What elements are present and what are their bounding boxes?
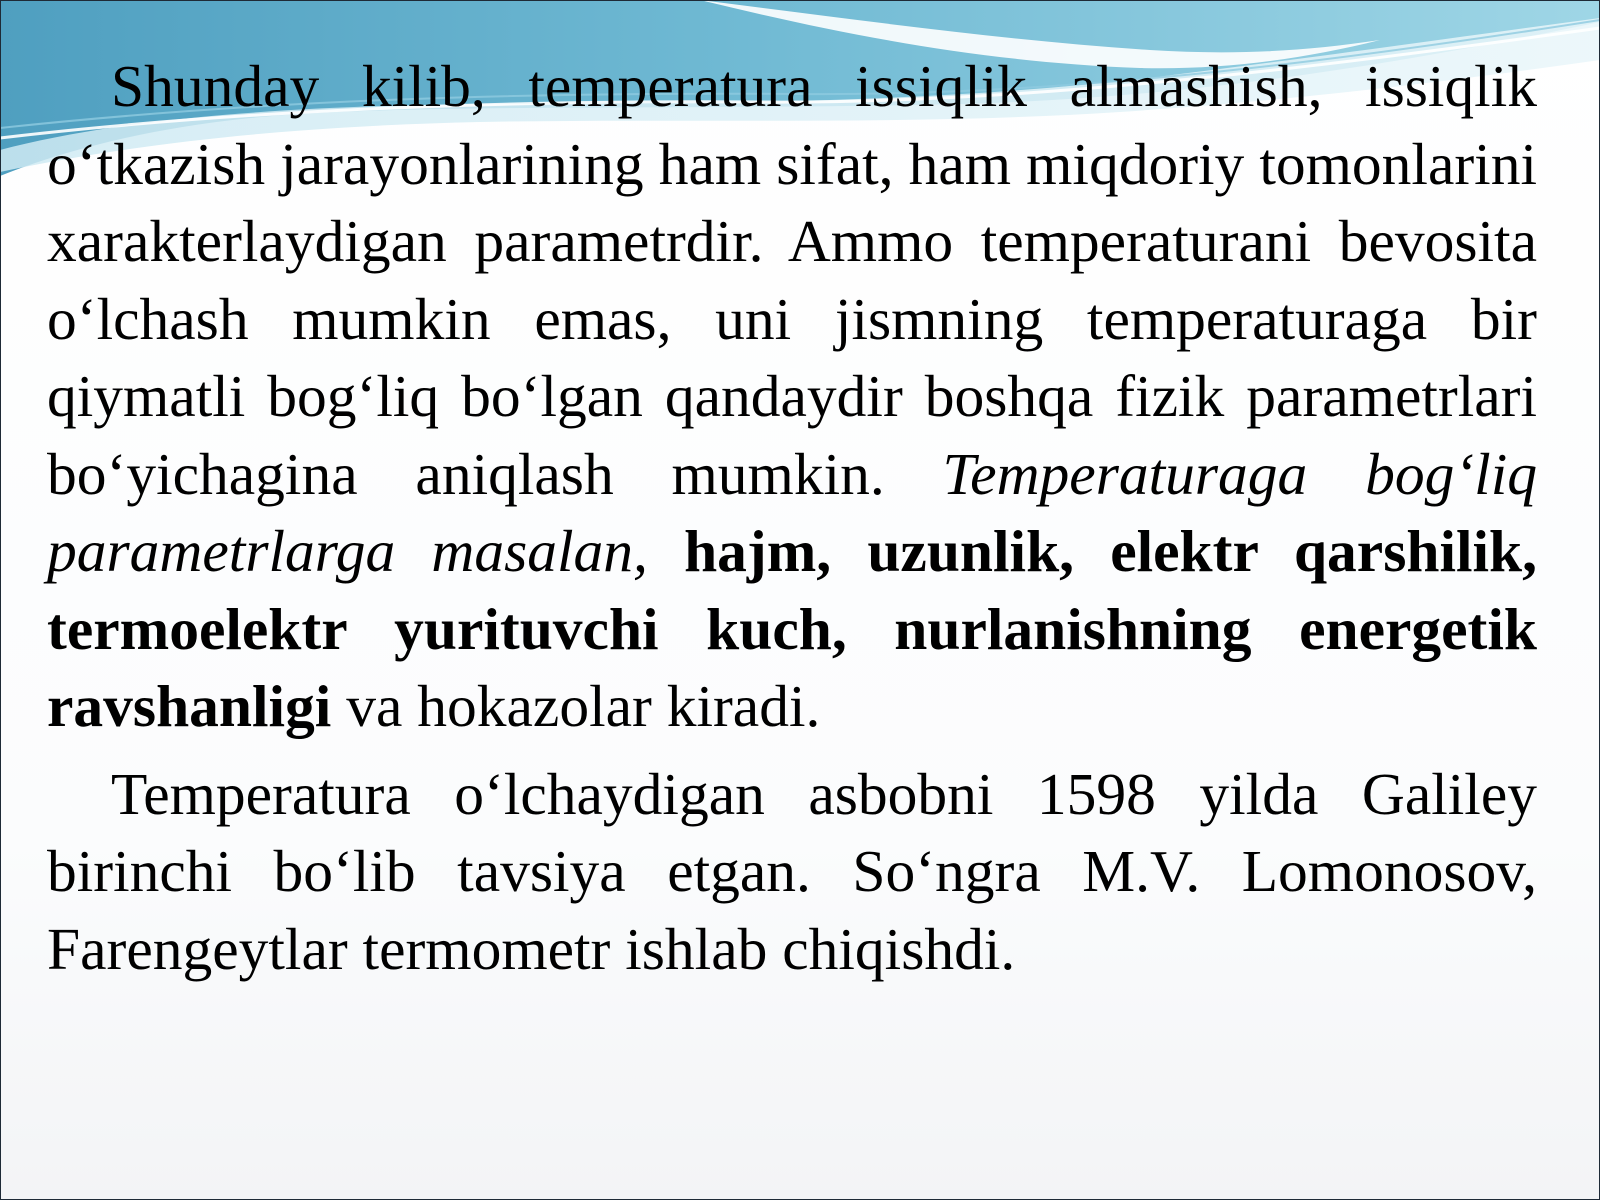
- slide-text: [47, 48, 1537, 988]
- paragraph-1-intro: Shunday kilib, temperatura issiqlik almashish, issiqlik o‘tkazish jarayonlarining ham sifat, ham miqdoriy tomonlarini xarakterlaydigan parametrdir. Ammo temperaturani bevosita o‘lchash mumkin emas, uni jismning temperaturaga bir qiymatli bog‘liq bo‘lgan qandaydir boshqa fizik parametrlari bo‘yichagina aniqlash mumkin.: [47, 53, 1537, 507]
- paragraph-1: [47, 48, 1537, 746]
- paragraph-1-ending: va hokazolar kiradi.: [346, 673, 821, 739]
- paragraph-1-bold: hajm, uzunlik, elektr qarshilik, termoelektr yurituvchi kuch, nurlanishning energetik ravshanligi: [47, 518, 1537, 739]
- paragraph-1-italic: Temperaturaga bog‘liq parametrlarga masalan,: [47, 440, 1537, 584]
- paragraph-2: Temperatura o‘lchaydigan asbobni 1598 yilda Galiley birinchi bo‘lib tavsiya etgan. So‘ngra M.V. Lomonosov, Farengeytlar termometr ishlab chiqishdi.: [47, 760, 1537, 982]
